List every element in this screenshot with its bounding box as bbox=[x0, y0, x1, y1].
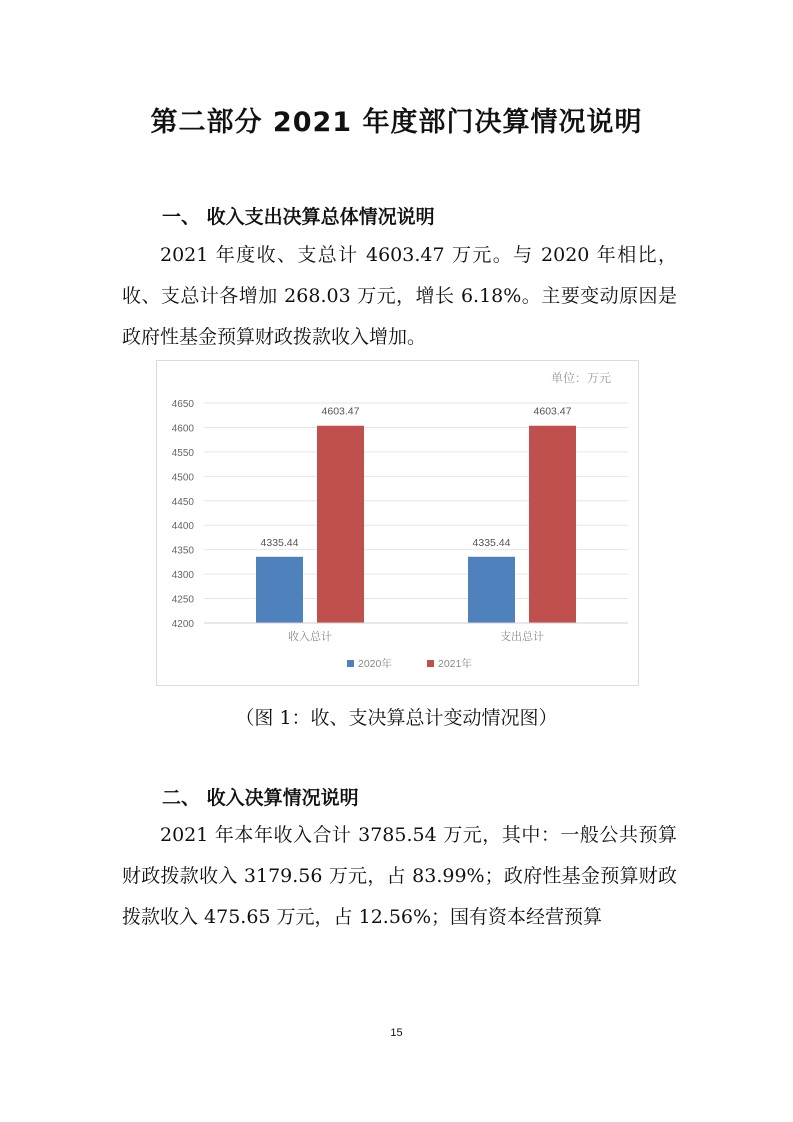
data-label: 4603.47 bbox=[533, 405, 572, 418]
figure-caption: （图 1：收、支决算总计变动情况图） bbox=[235, 707, 558, 729]
y-tick-label: 4250 bbox=[171, 594, 194, 606]
y-tick-label: 4600 bbox=[171, 423, 194, 435]
bar-2020 bbox=[256, 557, 303, 623]
bar-chart bbox=[157, 361, 638, 685]
data-label: 4335.44 bbox=[260, 536, 299, 549]
y-tick-label: 4200 bbox=[171, 619, 194, 630]
section-1-heading: 一、 收入支出决算总体情况说明 bbox=[162, 206, 435, 228]
section-1-paragraph: 2021 年度收、支总计 4603.47 万元。与 2020 年相比，收、支总计各增加 268.03 万元，增长 6.18%。主要变动原因是政府性基金预算财政拨款收入增加。 bbox=[122, 244, 677, 348]
y-tick-label: 4300 bbox=[171, 570, 194, 582]
legend-swatch bbox=[347, 660, 354, 667]
chart-container bbox=[156, 360, 639, 686]
legend-label: 2021年 bbox=[438, 658, 472, 670]
page-number: 15 bbox=[390, 1027, 403, 1039]
y-tick-label: 4350 bbox=[171, 545, 194, 557]
legend-swatch bbox=[427, 660, 434, 667]
y-tick-label: 4400 bbox=[171, 521, 194, 533]
data-label: 4335.44 bbox=[472, 536, 511, 549]
page-title: 第二部分 2021 年度部门决算情况说明 bbox=[150, 107, 643, 138]
data-label: 4603.47 bbox=[321, 405, 360, 418]
section-2-paragraph: 2021 年本年收入合计 3785.54 万元，其中：一般公共预算财政拨款收入 3179.56 万元，占 83.99%；政府性基金预算财政拨款收入 475.65 万元，占 12.56%；国有资本经营预算 bbox=[122, 824, 677, 928]
bar-2021 bbox=[529, 426, 576, 623]
legend-label: 2020年 bbox=[358, 658, 392, 670]
x-tick-label: 收入总计 bbox=[288, 631, 332, 643]
section-2-heading: 二、 收入决算情况说明 bbox=[162, 787, 359, 809]
bar-2021 bbox=[317, 426, 364, 623]
x-tick-label: 支出总计 bbox=[500, 631, 544, 643]
y-tick-label: 4450 bbox=[171, 496, 194, 508]
bar-2020 bbox=[468, 557, 515, 623]
y-tick-label: 4550 bbox=[171, 447, 194, 459]
unit-label: 单位：万元 bbox=[550, 371, 611, 385]
y-tick-label: 4650 bbox=[171, 399, 194, 410]
y-tick-label: 4500 bbox=[171, 472, 194, 484]
